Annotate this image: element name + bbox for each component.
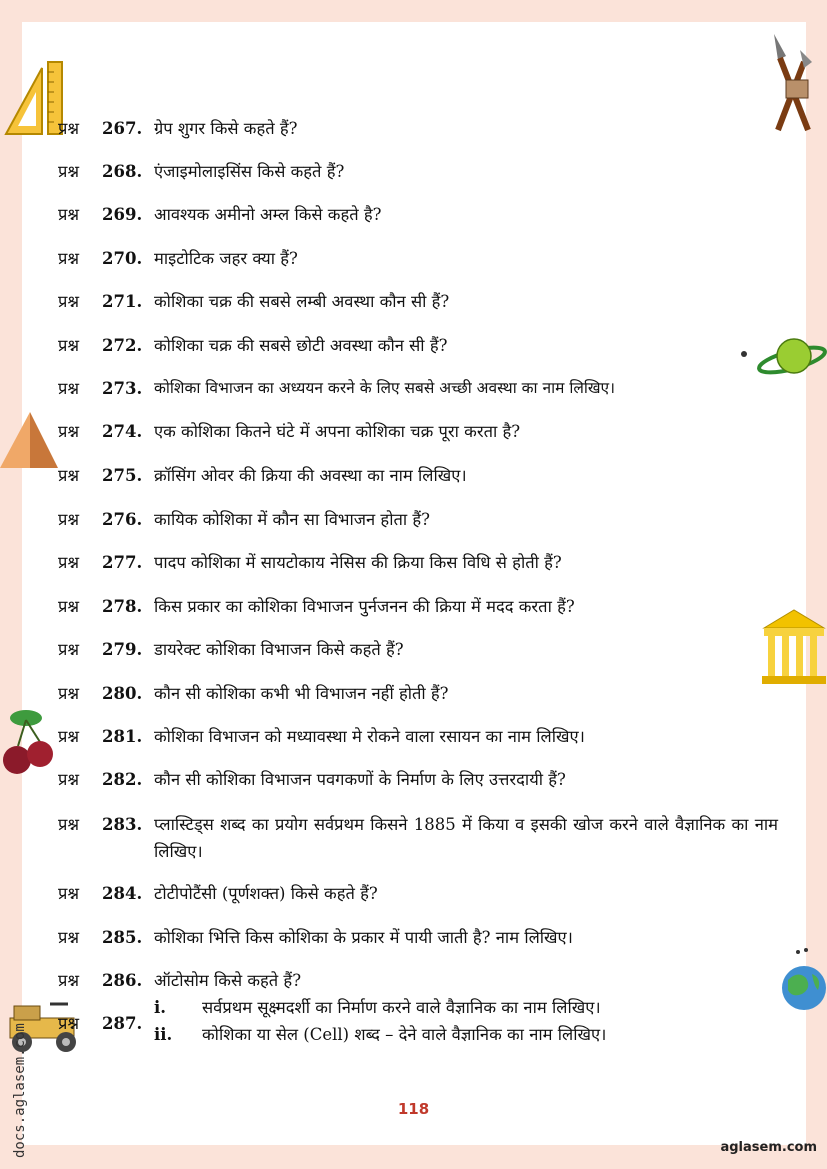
site-name: aglasem.com [720,1140,817,1155]
question-text: पादप कोशिका में सायटोकाय नेसिस की क्रिया किस विधि से होती हैं? [154,553,562,572]
question-label: प्रश्न [58,205,80,224]
question-label: प्रश्न [58,553,80,572]
question-text: ग्रेप शुगर किसे कहते हैं? [154,119,298,138]
watermark-text: docs.aglasem.com [12,1023,28,1158]
question-label: प्रश्न [58,249,80,268]
question-text: किस प्रकार का कोशिका विभाजन पुर्नजनन की क्रिया में मदद करता हैं? [154,597,575,616]
cherries-icon [0,706,58,780]
question-text: कोशिका चक्र की सबसे लम्बी अवस्था कौन सी हैं? [154,292,450,311]
question-text: प्लास्टिड्स शब्द का प्रयोग सर्वप्रथम किसने 1885 में किया व इसकी खोज करने वाले वैज्ञानिक का नाम लिखिए। [154,815,778,861]
question-number: 273. [102,379,143,398]
question-text: कोशिका भित्ति किस कोशिका के प्रकार में पायी जाती है? नाम लिखिए। [154,928,573,947]
question-label: प्रश्न [58,379,80,398]
question-label: प्रश्न [58,727,80,746]
question-text: ऑटोसोम किसे कहते हैं? [154,971,302,990]
question-label: प्रश्न [58,597,80,616]
question-number: 274. [102,422,143,441]
question-number: 275. [102,466,143,485]
question-label: प्रश्न [58,770,80,789]
question-number: 271. [102,292,143,311]
question-number: 285. [102,928,143,947]
question-text: कायिक कोशिका में कौन सा विभाजन होता हैं? [154,510,430,529]
sub-item-numeral: i. [154,998,167,1017]
question-number: 270. [102,249,143,268]
question-text: कोशिका चक्र की सबसे छोटी अवस्था कौन सी हैं? [154,336,448,355]
question-label: प्रश्न [58,510,80,529]
sub-item-numeral: ii. [154,1025,173,1044]
question-text: क्रॉसिंग ओवर की क्रिया की अवस्था का नाम लिखिए। [154,466,467,485]
question-label: प्रश्न [58,466,80,485]
question-number: 276. [102,510,143,529]
question-label: प्रश्न [58,928,80,947]
question-number: 282. [102,770,143,789]
question-label: प्रश्न [58,119,80,138]
sub-item-text: कोशिका या सेल (Cell) शब्द – देने वाले वैज्ञानिक का नाम लिखिए। [202,1025,607,1044]
question-number: 278. [102,597,143,616]
question-text: एक कोशिका कितने घंटे में अपना कोशिका चक्र पूरा करता है? [154,422,521,441]
question-label: प्रश्न [58,292,80,311]
question-text: आवश्यक अमीनो अम्ल किसे कहते है? [154,205,382,224]
question-number: 272. [102,336,143,355]
question-text: माइटोटिक जहर क्या हैं? [154,249,298,268]
question-number: 269. [102,205,143,224]
question-number: 268. [102,162,143,181]
sub-item-text: सर्वप्रथम सूक्ष्मदर्शी का निर्माण करने वाले वैज्ञानिक का नाम लिखिए। [202,998,601,1017]
question-label: प्रश्न [58,640,80,659]
question-number: 281. [102,727,143,746]
question-label: प्रश्न [58,815,80,834]
question-number: 283. [102,815,143,834]
question-text: कोशिका विभाजन को मध्यावस्था मे रोकने वाला रसायन का नाम लिखिए। [154,727,585,746]
question-text: डायरेक्ट कोशिका विभाजन किसे कहते हैं? [154,640,404,659]
question-text: कौन सी कोशिका विभाजन पवगकणों के निर्माण के लिए उत्तरदायी हैं? [154,770,566,789]
question-label: प्रश्न [58,1014,80,1033]
question-label: प्रश्न [58,971,80,990]
question-text: टोटीपोटैंसी (पूर्णशक्त) किसे कहते हैं? [154,884,378,903]
question-text: कोशिका विभाजन का अध्ययन करने के लिए सबसे अच्छी अवस्था का नाम लिखिए। [154,379,615,397]
question-number: 279. [102,640,143,659]
question-text: कौन सी कोशिका कभी भी विभाजन नहीं होती हैं? [154,684,449,703]
question-label: प्रश्न [58,162,80,181]
question-number: 277. [102,553,143,572]
question-number: 286. [102,971,143,990]
question-text: एंजाइमोलाइसिंस किसे कहते हैं? [154,162,345,181]
question-number: 280. [102,684,143,703]
question-number: 284. [102,884,143,903]
pyramid-icon [0,410,60,470]
page-number: 118 [397,1100,430,1118]
question-label: प्रश्न [58,336,80,355]
question-label: प्रश्न [58,884,80,903]
earth-globe-icon [778,944,827,1014]
question-number: 267. [102,119,143,138]
question-label: प्रश्न [58,684,80,703]
question-label: प्रश्न [58,422,80,441]
question-number: 287. [102,1014,143,1033]
